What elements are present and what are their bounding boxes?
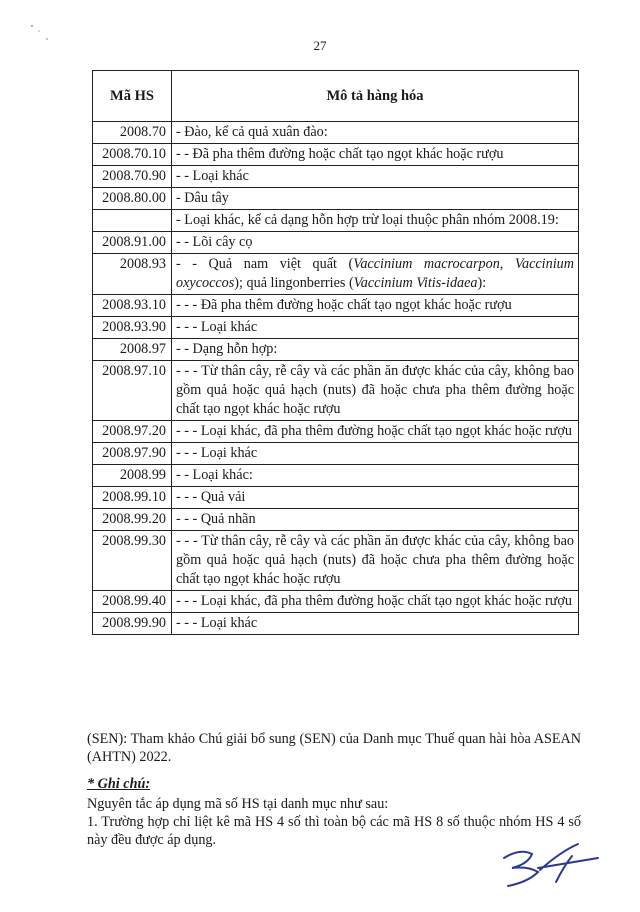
hs-code-cell [93, 210, 172, 232]
notes-title: * Ghi chú: [87, 776, 151, 792]
hs-code-cell: 2008.99.40 [93, 591, 172, 613]
table-row [93, 509, 579, 531]
hs-code-cell: 2008.93.90 [93, 317, 172, 339]
description-cell: - - - Quả vải [172, 487, 579, 509]
signature-mark [498, 838, 608, 897]
description-cell: - - - Từ thân cây, rễ cây và các phần ăn được khác của cây, không bao gồm quả hoặc quả hạch (nuts) đã hoặc chưa pha thêm đường hoặc chất tạo ngọt khác hoặc rượu [172, 531, 579, 591]
description-cell: - - - Loại khác, đã pha thêm đường hoặc chất tạo ngọt khác hoặc rượu [172, 421, 579, 443]
description-cell: - - - Quả nhãn [172, 509, 579, 531]
table-row [93, 465, 579, 487]
hs-code-cell: 2008.97.20 [93, 421, 172, 443]
table-row [93, 317, 579, 339]
description-cell: - - - Loại khác [172, 443, 579, 465]
table-row [93, 232, 579, 254]
table-row [93, 531, 579, 591]
description-cell: - - - Từ thân cây, rễ cây và các phần ăn được khác của cây, không bao gồm quả hoặc quả hạch (nuts) đã hoặc chưa pha thêm đường hoặc chất tạo ngọt khác hoặc rượu [172, 361, 579, 421]
rule-1: 1. Trường hợp chỉ liệt kê mã HS 4 số thì toàn bộ các mã HS 8 số thuộc nhóm HS 4 số này đều được áp dụng. [87, 814, 581, 848]
hs-code-cell: 2008.93 [93, 254, 172, 295]
sen-note: (SEN): Tham khảo Chú giải bổ sung (SEN) của Danh mục Thuế quan hài hòa ASEAN (AHTN) 2022. [87, 731, 581, 765]
header-description: Mô tả hàng hóa [172, 71, 579, 122]
table-row [93, 421, 579, 443]
hs-code-cell: 2008.80.00 [93, 188, 172, 210]
hs-code-cell: 2008.99.10 [93, 487, 172, 509]
description-cell: - - Loại khác: [172, 465, 579, 487]
table-row [93, 166, 579, 188]
hs-code-cell: 2008.91.00 [93, 232, 172, 254]
page-number: 27 [313, 38, 327, 53]
hs-code-cell: 2008.97.10 [93, 361, 172, 421]
description-cell: - - - Loại khác [172, 317, 579, 339]
scientific-name: Vaccinium macrocarpon, Vaccinium oxycoccos [176, 256, 574, 291]
table-row [93, 122, 579, 144]
table-header-row [93, 71, 579, 122]
hs-code-cell: 2008.97.90 [93, 443, 172, 465]
hs-code-cell: 2008.99.30 [93, 531, 172, 591]
description-cell: - Dâu tây [172, 188, 579, 210]
description-cell: - - Dạng hỗn hợp: [172, 339, 579, 361]
hs-code-cell: 2008.70 [93, 122, 172, 144]
description-text: - - Quả nam việt quất ( [176, 256, 354, 272]
table-row [93, 591, 579, 613]
description-cell: - - Loại khác [172, 166, 579, 188]
hs-code-cell: 2008.93.10 [93, 295, 172, 317]
description-cell: - - - Loại khác [172, 613, 579, 635]
hs-code-table [92, 70, 579, 635]
hs-code-cell: 2008.70.90 [93, 166, 172, 188]
description-cell [172, 254, 579, 295]
header-hs-code: Mã HS [93, 71, 172, 122]
table-row [93, 613, 579, 635]
description-cell: - - Đã pha thêm đường hoặc chất tạo ngọt khác hoặc rượu [172, 144, 579, 166]
table-row [93, 339, 579, 361]
description-cell: - Đào, kể cả quả xuân đào: [172, 122, 579, 144]
description-cell: - - Lõi cây cọ [172, 232, 579, 254]
hs-code-cell: 2008.70.10 [93, 144, 172, 166]
table-row [93, 210, 579, 232]
description-cell: - Loại khác, kể cả dạng hỗn hợp trừ loại thuộc phân nhóm 2008.19: [172, 210, 579, 232]
table-row [93, 361, 579, 421]
description-cell: - - - Đã pha thêm đường hoặc chất tạo ngọt khác hoặc rượu [172, 295, 579, 317]
description-text: ): [477, 275, 487, 291]
hs-code-cell: 2008.99.20 [93, 509, 172, 531]
hs-code-cell: 2008.99.90 [93, 613, 172, 635]
table-row [93, 188, 579, 210]
table-row [93, 254, 579, 295]
table-row [93, 295, 579, 317]
scientific-name: Vaccinium Vitis-idaea [353, 275, 478, 291]
rule-intro: Nguyên tắc áp dụng mã số HS tại danh mục như sau: [87, 796, 389, 812]
table-row [93, 487, 579, 509]
hs-code-cell: 2008.99 [93, 465, 172, 487]
description-cell: - - - Loại khác, đã pha thêm đường hoặc chất tạo ngọt khác hoặc rượu [172, 591, 579, 613]
table-row [93, 144, 579, 166]
table-row [93, 443, 579, 465]
table-body [93, 122, 579, 635]
hs-code-cell: 2008.97 [93, 339, 172, 361]
description-text: ); quả lingonberries ( [234, 275, 354, 291]
